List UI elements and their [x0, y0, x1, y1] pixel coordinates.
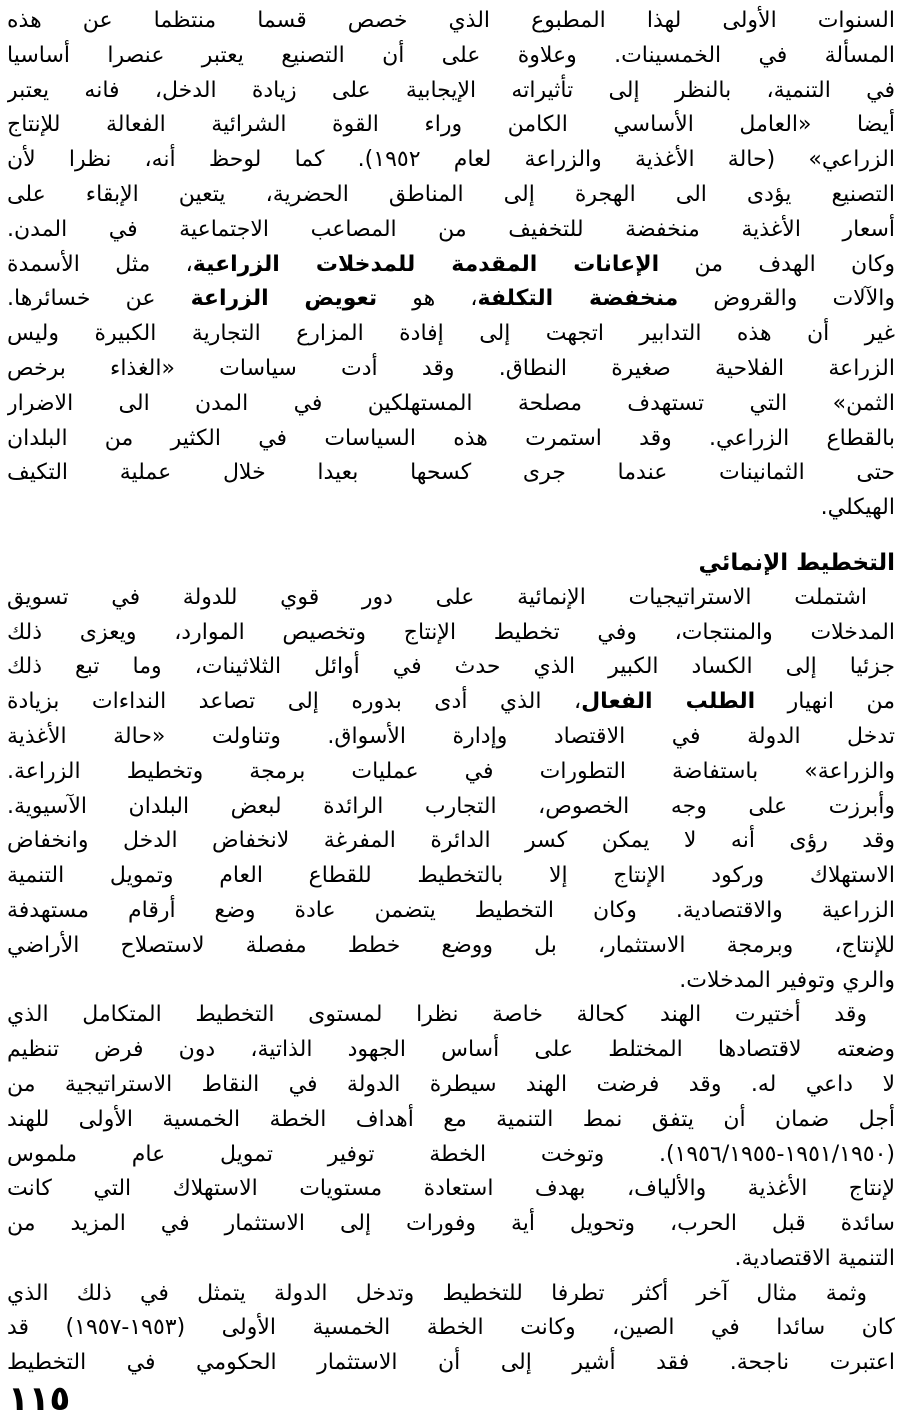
text-segment: وثمة مثال آخر أكثر تطرفا للتخطيط وتدخل الدولة يتمثل في ذلك الذي: [7, 1280, 867, 1306]
text-segment: أجل ضمان أن يتفق نمط التنمية مع أهداف الخطة الخمسية الأولى للهند: [7, 1106, 895, 1132]
text-line: [7, 859, 895, 894]
text-segment: والري وتوفير المدخلات.: [679, 967, 895, 993]
text-line: [7, 1346, 895, 1381]
text-segment: السنوات الأولى لهذا المطبوع الذي خصص قسما منتظما عن هذه: [7, 8, 895, 33]
text-line: [7, 650, 895, 685]
text-segment: ، الذي أدى بدوره إلى تصاعد النداءات بزيادة: [7, 689, 582, 715]
text-segment: سائدة قبل الحرب، وتحويل أية وفورات إلى الاستثمار في المزيد من: [7, 1211, 895, 1237]
text-segment: وكان الهدف من: [659, 251, 895, 277]
text-segment: في التنمية، بالنظر إلى تأثيراته الإيجابية على زيادة الدخل، فانه يعتبر: [7, 77, 895, 103]
paragraph-china-planning: [7, 1277, 895, 1381]
text-segment: جزئيا إلى الكساد الكبير الذي حدث في أوائل الثلاثينات، وما تبع ذلك: [7, 654, 895, 680]
text-line: [7, 1172, 895, 1207]
text-line: [7, 1311, 895, 1346]
text-segment: المسألة في الخمسينات. وعلاوة على أن التصنيع يعتبر عنصرا أساسيا: [7, 42, 895, 68]
text-line: [7, 1033, 895, 1068]
emphasized-text: الطلب الفعال: [581, 689, 756, 715]
paragraph-industrialization: [7, 4, 895, 526]
page-number: ١١٥: [8, 1379, 71, 1418]
text-line: [7, 998, 895, 1033]
text-line: [7, 178, 895, 213]
text-line: [7, 1277, 895, 1312]
text-line: [7, 317, 895, 352]
text-line: [7, 422, 895, 457]
text-line: [7, 1103, 895, 1138]
text-segment: الهيكلي.: [820, 495, 895, 521]
text-segment: لا داعي له. وقد فرضت الهند سيطرة الدولة في النقاط الاستراتيجية من: [7, 1071, 895, 1097]
emphasized-text: الإعانات المقدمة للمدخلات الزراعية: [192, 251, 660, 277]
text-line: [7, 143, 895, 178]
text-line: [7, 685, 895, 720]
text-segment: لإنتاج الأغذية والألياف، بهدف استعادة مستويات الاستهلاك التي كانت: [7, 1176, 895, 1202]
text-segment: أسعار الأغذية منخفضة للتخفيف من المصاعب الاجتماعية في المدن.: [7, 216, 895, 242]
text-segment: والآلات والقروض: [678, 286, 895, 312]
text-segment: حتى الثمانينات عندما جرى كسحها بعيدا خلال عملية التكيف: [7, 460, 895, 486]
text-line: [7, 108, 895, 143]
text-line: [7, 720, 895, 755]
text-segment: الزراعي» (حالة الأغذية والزراعة لعام ١٩٥٢). كما لوحظ أنه، نظرا لأن: [7, 147, 895, 173]
text-line: [7, 248, 895, 283]
text-segment: الزراعة الفلاحية صغيرة النطاق. وقد أدت سياسات «الغذاء برخص: [7, 355, 895, 381]
text-line: [7, 213, 895, 248]
paragraph-india-planning: [7, 998, 895, 1276]
text-line: [7, 282, 895, 317]
text-segment: بالقطاع الزراعي. وقد استمرت هذه السياسات في الكثير من البلدان: [7, 425, 895, 451]
section-heading-development-planning: التخطيط الإنمائي: [698, 549, 895, 576]
text-segment: المدخلات والمنتجات، وفي تخطيط الإنتاج وتخصيص الموارد، ويعزى ذلك: [7, 619, 895, 645]
text-line: [7, 964, 895, 999]
text-segment: للإنتاج، وبرمجة الاستثمار، بل ووضع خطط مفصلة لاستصلاح الأراضي: [7, 932, 895, 958]
text-segment: الزراعية والاقتصادية. وكان التخطيط يتضمن عادة وضع أرقام مستهدفة: [7, 897, 895, 923]
text-segment: الاستهلاك وركود الإنتاج إلا بالتخطيط للقطاع العام وتمويل التنمية: [7, 863, 895, 889]
text-segment: وقد أختيرت الهند كحالة خاصة نظرا لمستوى التخطيط المتكامل الذي: [7, 1002, 867, 1028]
text-segment: اشتملت الاستراتيجيات الإنمائية على دور قوي للدولة في تسويق: [7, 584, 867, 610]
text-line: [7, 4, 895, 39]
text-line: [7, 74, 895, 109]
text-segment: (١٩٥٠/‏١٩٥١-١٩٥٥/‏١٩٥٦). وتوخت الخطة توفير تمويل عام ملموس: [7, 1141, 895, 1167]
emphasized-text: تعويض الزراعة: [190, 286, 378, 312]
text-segment: أيضا «العامل الأساسي الكامن وراء القوة الشرائية الفعالة للإنتاج: [7, 112, 895, 138]
text-segment: والزراعة» باستفاضة التطورات في عمليات برمجة وتخطيط الزراعة.: [7, 758, 895, 784]
text-segment: وقد رؤى أنه لا يمكن كسر الدائرة المفرغة لانخفاض الدخل وانخفاض: [7, 828, 895, 854]
text-segment: اعتبرت ناجحة. فقد أشير إلى أن الاستثمار الحكومي في التخطيط: [7, 1350, 895, 1376]
text-line: [7, 1207, 895, 1242]
text-segment: كان سائدا في الصين، وكانت الخطة الخمسية الأولى (١٩٥٣-١٩٥٧) قد: [7, 1315, 895, 1341]
text-segment: الثمن» التي تستهدف مصلحة المستهلكين في المدن الى الاضرار: [7, 390, 895, 416]
text-line: [7, 894, 895, 929]
text-segment: ، هو: [377, 286, 478, 312]
paragraph-state-role: [7, 581, 895, 999]
text-line: [7, 824, 895, 859]
text-line: [7, 491, 895, 526]
text-segment: ، مثل الأسمدة: [7, 251, 193, 277]
text-line: [7, 387, 895, 422]
text-column: [7, 4, 895, 1381]
text-line: [7, 929, 895, 964]
text-segment: غير أن هذه التدابير اتجهت إلى إفادة المزارع التجارية الكبيرة وليس: [7, 321, 895, 347]
text-segment: وضعته لاقتصادها المختلط على أساس الجهود الذاتية، دون فرض تنظيم: [7, 1037, 895, 1063]
text-line: [7, 790, 895, 825]
text-line: [7, 39, 895, 74]
text-line: [7, 1138, 895, 1173]
text-segment: من انهيار: [755, 689, 895, 715]
emphasized-text: منخفضة التكلفة: [477, 286, 679, 312]
text-segment: التصنيع يؤدى الى الهجرة إلى المناطق الحضرية، يتعين الإبقاء على: [7, 181, 895, 207]
text-line: [7, 616, 895, 651]
text-line: [7, 755, 895, 790]
text-line: [7, 352, 895, 387]
text-segment: التنمية الاقتصادية.: [734, 1245, 895, 1271]
text-line: [7, 1068, 895, 1103]
text-segment: وأبرزت على وجه الخصوص، التجارب الرائدة لبعض البلدان الآسيوية.: [7, 793, 895, 819]
text-segment: تدخل الدولة في الاقتصاد وإدارة الأسواق. وتناولت «حالة الأغذية: [7, 723, 895, 749]
text-line: [7, 581, 895, 616]
text-line: [7, 456, 895, 491]
text-segment: عن خسائرها.: [7, 286, 191, 312]
text-line: [7, 1242, 895, 1277]
